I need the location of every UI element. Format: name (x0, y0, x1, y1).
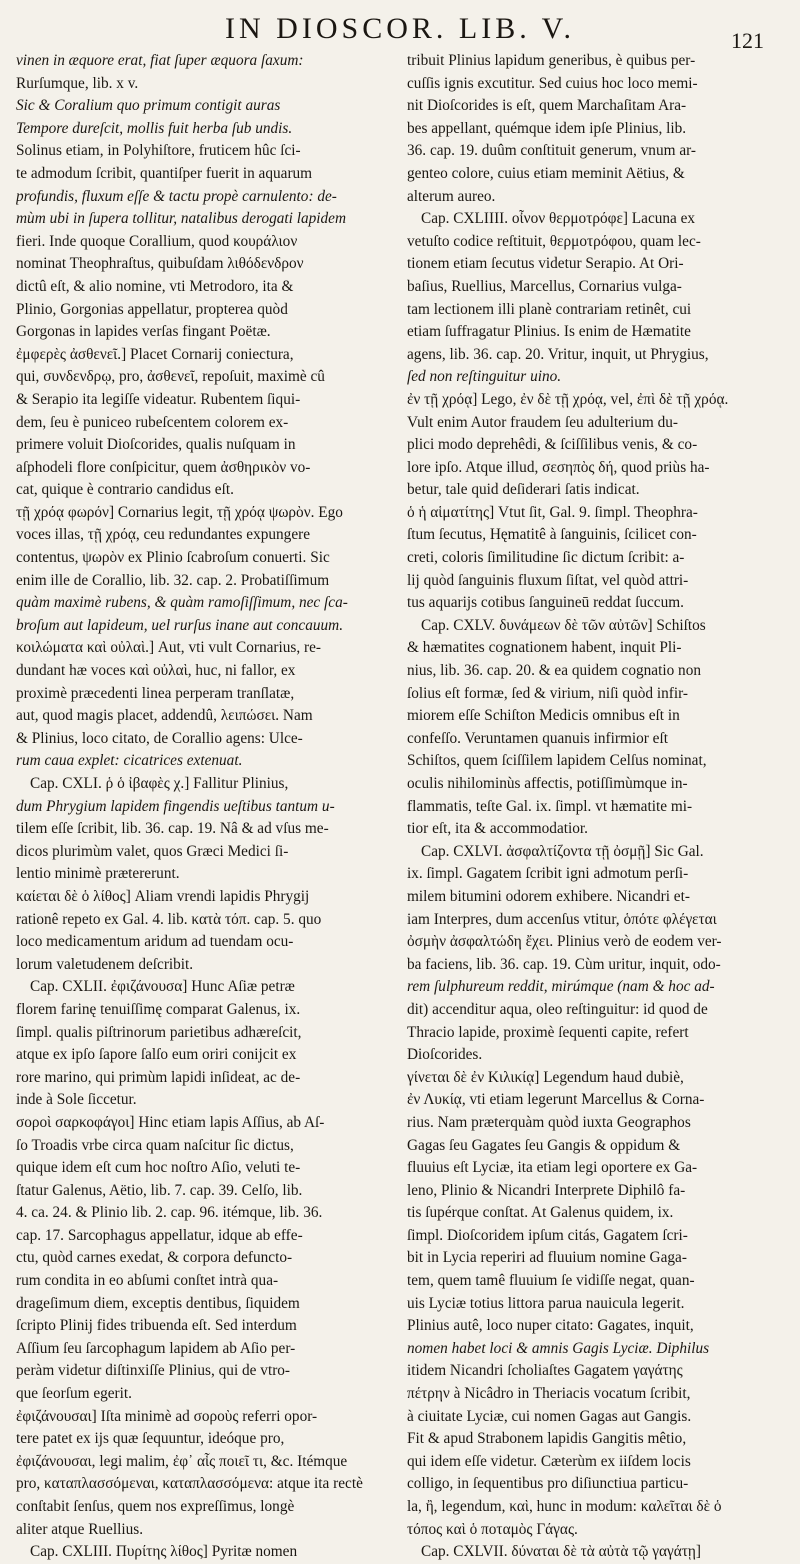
text-line: tionem etiam ſecutus videtur Serapio. At Ori- (407, 255, 684, 273)
text-line: te admodum ſcribit, quantiſper fuerit in aquarum (16, 164, 313, 182)
running-title: IN DIOSCOR. LIB. V. (225, 12, 575, 45)
text-line: 4. ca. 24. & Plinio lib. 2. cap. 96. itémque, lib. 36. (16, 1204, 323, 1222)
text-line: dem, ſeu è puniceo rubeſcentem colorem ex- (16, 413, 289, 431)
text-line: Fit & apud Strabonem lapidis Gangitis mêtio, (407, 1430, 687, 1448)
text-line: quique idem eſt cum hoc noſtro Aſio, veluti te- (16, 1159, 301, 1177)
text-line: nomen habet loci & amnis Gagis Lyciæ. Diphilus (407, 1339, 710, 1357)
text-line: fieri. Inde quoque Corallium, quod κουράλιον (16, 232, 298, 250)
text-line: dictû eſt, & alio nomine, vti Metrodoro, ita & (16, 277, 294, 295)
text-line: qui idem eſſe videtur. Cæterùm ex iiſdem locis (407, 1452, 691, 1470)
text-line: ſcripto Plinij fides tribuenda eſt. Sed interdum (16, 1317, 297, 1335)
text-line: ἐφιζάνουσαι, legi malim, ἐφ᾽ αἷς ποιεῖ τι, &c. Itémque (16, 1452, 348, 1470)
text-line: Schiſtos, quem ſciſſilem lapidem Celſus nominat, (407, 752, 707, 770)
text-line: oculis nihilominùs affectis, potiſſimùmque in- (407, 775, 688, 792)
text-line: creti, coloris ſimilitudine ſic dictum ſcribit: a- (407, 549, 685, 567)
text-line: mùm ubi in ſupera tollitur, natalibus derogati lapidem (16, 210, 347, 228)
text-line: rore marino, qui primùm lapidi inſideat, ac de- (16, 1068, 301, 1086)
text-line: pro, καταπλασσόμεναι, καταπλασσόμενα: atque ita rectè (16, 1475, 363, 1493)
text-line: tere patet ex ijs quæ ſequuntur, ideóque pro, (16, 1430, 285, 1448)
text-line: Plinius autê, loco nuper citato: Gagates, inquit, (407, 1317, 694, 1335)
text-line: proximè præcedenti linea perperam tranſlatæ, (16, 684, 295, 702)
text-line: & hæmatites cognationem habent, inquit Pli- (407, 639, 682, 657)
text-columns (16, 50, 784, 1564)
text-line: broſum aut lapideum, uel rurſus inane aut concauum. (16, 616, 344, 634)
text-line: leno, Plinio & Nicandri Interprete Diphilô fa- (407, 1181, 686, 1199)
text-line: ix. ſimpl. Gagatem ſcribit igni admotum perſi- (407, 865, 689, 883)
text-line: nius, lib. 36. cap. 20. & ea quidem cognatio non (407, 662, 701, 680)
text-line: ctu, quòd carnes exedat, & corpora defuncto- (16, 1249, 293, 1267)
text-line: dum Phrygium lapidem fingendis ueſtibus tantum u- (16, 797, 335, 815)
text-line: ὀσμὴν ἀσφαλτώδη ἔχει. Plinius verò de eodem ver- (407, 933, 722, 951)
chapter-heading-line: Cap. CXLII. ἐφιζάνουσα] Hunc Aſiæ petræ (30, 978, 295, 996)
text-line: lore ipſo. Atque illud, σεσηπὸς δή, quod priùs ha- (407, 458, 710, 476)
text-line: à ciuitate Lyciæ, cui nomen Gagas aut Gangis. (407, 1407, 692, 1425)
text-line: plici modo deprehêdi, & ſciſſilibus venis, & co- (407, 436, 698, 454)
text-line: cat, quique è contrario candidus eſt. (16, 481, 234, 499)
text-line: aut, quod magis placet, addendû, λειπώσει. Nam (16, 707, 313, 725)
text-line: iam Interpres, dum accenſus vtitur, ὁπότε φλέγεται (407, 910, 717, 928)
text-line: Rurſumque, lib. x v. (16, 74, 139, 92)
text-line: nominat Theophraſtus, quibuſdam λιθόδενδρον (16, 255, 304, 273)
text-line: quàm maximè rubens, & quàm ramoſiſſimum, nec ſca- (16, 594, 348, 612)
text-line: ſtatur Galenus, Aëtio, lib. 7. cap. 39. Celſo, lib. (16, 1181, 303, 1199)
text-line: bes appellant, quémque idem ipſe Plinius, lib. (407, 119, 687, 137)
text-line: itidem Nicandri ſcholiaſtes Gagatem γαγάτης (407, 1362, 683, 1380)
text-line: Plinio, Gorgonias appellatur, propterea quòd (16, 300, 288, 318)
text-line: ſtum ſecutus, Hęmatitê à ſanguinis, ſcilicet con- (407, 526, 697, 544)
text-line: ſed non reſtinguitur uino. (407, 368, 562, 386)
text-line: baſius, Ruellius, Marcellus, Cornarius vulga- (407, 277, 682, 295)
text-line: cuſſis ignis excutitur. Sed cuius hoc loco memi- (407, 74, 698, 92)
page-number: 121 (731, 28, 764, 53)
text-line: lij quòd ſanguinis fluxum ſiſtat, vel quòd attri- (407, 571, 689, 589)
text-line: dicos plurimùm valet, quos Græci Medici ſi- (16, 842, 289, 860)
text-line: ἐμφερὲς ἀσθενεῖ.] Placet Cornarij coniectura, (16, 345, 294, 363)
text-line: colligo, in ſequentibus pro diſiunctiua particu- (407, 1475, 689, 1493)
chapter-heading-line: Cap. CXLVI. ἀσφαλτίζοντα τῇ ὀσμῇ] Sic Gal. (421, 842, 704, 860)
text-line: ſo Troadis vrbe circa quam naſcitur ſic dictus, (16, 1136, 294, 1154)
text-line: peràm videtur diſtinxiſſe Plinius, qui de vtro- (16, 1362, 291, 1380)
text-line: tis ſupérque conſtat. At Galenus quidem, ix. (407, 1204, 674, 1222)
text-line: confeſſo. Veruntamen quanuis infirmior eſt (407, 729, 668, 747)
text-line: 36. cap. 19. duûm conſtituit generum, vnum ar- (407, 142, 696, 160)
text-line: rem ſulphureum reddit, mirúmque (nam & hoc ad- (407, 978, 715, 996)
text-line: miorem eſſe Schiſton Medicis omnibus eſt in (407, 707, 680, 725)
text-line: dit) accenditur aqua, oleo reſtinguitur: id quod de (407, 1000, 708, 1018)
text-line: lorum valetudenem deſcribit. (16, 955, 194, 973)
text-line: ἐφιζάνουσαι] Iſta minimè ad σοροὺς referri opor- (16, 1407, 318, 1425)
text-line: lentio minimè prætererunt. (16, 865, 180, 883)
text-line: cap. 17. Sarcophagus appellatur, idque ab effe- (16, 1226, 303, 1244)
text-line: σοροὶ σαρκοφάγοι] Hinc etiam lapis Aſſius, ab Aſ- (16, 1113, 325, 1131)
text-line: bit in Lycia reperiri ad fluuium nomine Gaga- (407, 1249, 687, 1267)
text-line: uis Lyciæ totius littora parua nauicula legerit. (407, 1294, 685, 1312)
text-line: primere voluit Dioſcorides, qualis nuſquam in (16, 436, 296, 454)
text-line: aſphodeli flore conſpicitur, quem ἀσθηρικὸν vo- (16, 458, 311, 476)
text-line: κοιλώματα καὶ οὐλαὶ.] Aut, vti vult Cornarius, re- (16, 639, 322, 657)
text-line: etiam ſuffragatur Plinius. Is enim de Hæmatite (407, 323, 691, 341)
text-line: aliter atque Ruellius. (16, 1520, 144, 1538)
text-line: Sic & Coralium quo primum contigit auras (16, 97, 281, 115)
text-line: florem farinę tenuiſſimę comparat Galenus, ix. (16, 1000, 301, 1018)
text-line: loco medicamentum aridum ad tuendam ocu- (16, 933, 294, 951)
text-line: profundis, fluxum eſſe & tactu propè carnulento: de- (16, 187, 337, 205)
text-line: tem, quem tamê fluuium ſe vidiſſe negat, quan- (407, 1272, 695, 1290)
text-line: Solinus etiam, in Polyhiſtore, fruticem hûc ſci- (16, 142, 301, 160)
text-line: Aſſium ſeu ſarcophagum lapidem ab Aſio per- (16, 1339, 296, 1357)
text-line: flammatis, teſte Gal. ix. ſimpl. vt hæmatite mi- (407, 797, 693, 815)
text-line: fluuius eſt Lyciæ, ita etiam legi oportere ex Ga- (407, 1159, 698, 1177)
text-line: genteo colore, cuius etiam meminit Aëtius, & (407, 164, 685, 182)
text-line: milem bitumini odorem exhibere. Nicandri et- (407, 887, 690, 905)
text-line: Gagas ſeu Gagates ſeu Gangis & oppidum & (407, 1136, 681, 1154)
chapter-heading-line: Cap. CXLIIII. οἶνον θερμοτρόφε] Lacuna ex (421, 210, 696, 228)
text-line: agens, lib. 36. cap. 20. Vritur, inquit, ut Phrygius, (407, 345, 709, 363)
text-line: vinen in æquore erat, fiat ſuper æquora ſaxum: (16, 52, 304, 69)
text-line: betur, tale quid deſiderari ſatis indicat. (407, 481, 640, 499)
text-line: inde à Sole ſiccetur. (16, 1091, 137, 1109)
text-line: tior eſt, ita & accommodatior. (407, 820, 588, 838)
text-line: nit Dioſcorides is eſt, quem Marchaſitam Ara- (407, 97, 687, 115)
text-line: ἐν Λυκίᾳ, vti etiam legerunt Marcellus & Corna- (407, 1091, 705, 1109)
text-line: Thracio lapide, proximè ſequenti capite, refert (407, 1023, 689, 1041)
text-line: tribuit Plinius lapidum generibus, è quibus per- (407, 52, 696, 69)
chapter-heading-line: Cap. CXLI. ῥ ὁ ἰβαφὲς χ.] Fallitur Plinius, (30, 775, 289, 792)
text-line: contentus, ψωρὸν ex Plinio ſcabroſum conuerti. Sic (16, 549, 330, 567)
text-line: que ſeorſum egerit. (16, 1385, 132, 1403)
text-line: conſtabit ſenſus, quem nos expreſſimus, longè (16, 1498, 295, 1515)
text-line: qui, συνδενδρῳ, pro, ἀσθενεῖ, repoſuit, maximè cû (16, 368, 325, 386)
text-line: rum caua explet: cicatrices extenuat. (16, 752, 243, 770)
text-line: dundant hæ voces καὶ οὐλαὶ, huc, ni fallor, ex (16, 662, 296, 680)
text-line: Tempore dureſcit, mollis fuit herba ſub undis. (16, 119, 293, 137)
text-line: ſolius eſt formæ, ſed & virium, niſi quòd infir- (407, 684, 688, 702)
left-column (16, 50, 393, 1564)
chapter-heading-line: Cap. CXLIII. Πυρίτης λίθος] Pyritæ nomen (30, 1543, 298, 1561)
running-header (16, 4, 784, 53)
text-line: tus aquarijs cotibus ſanguineū reddat ſuccum. (407, 594, 684, 612)
text-line: tam lectionem illi planè contrariam retinêt, cui (407, 300, 692, 318)
chapter-heading-line: Cap. CXLV. δυνάμεων δὲ τῶν αὐτῶν] Schiſtos (421, 616, 706, 634)
chapter-heading-line: Cap. CXLVII. δύναται δὲ τὰ αὐτὰ τῷ γαγάτῃ] (421, 1543, 702, 1561)
text-line: πέτρην à Nicâdro in Theriacis vocatum ſcribit, (407, 1385, 691, 1403)
text-line: γίνεται δὲ ἐν Κιλικίᾳ] Legendum haud dubiè, (407, 1068, 684, 1086)
text-line: καίεται δὲ ὁ λίθος] Aliam vrendi lapidis Phrygij (16, 887, 310, 905)
text-line: τῇ χρόᾳ φωρόν] Cornarius legit, τῇ χρόᾳ ψωρὸν. Ego (16, 503, 343, 521)
text-line: rum condita in eo abſumi conſtet intrà qua- (16, 1272, 279, 1290)
text-line: alterum aureo. (407, 187, 496, 205)
text-line: voces illas, τῇ χρόᾳ, ceu redundantes expungere (16, 526, 310, 544)
text-line: ſimpl. Dioſcoridem ipſum citás, Gagatem ſcri- (407, 1226, 688, 1244)
text-line: enim ille de Corallio, lib. 32. cap. 2. Probatiſſimum (16, 571, 330, 589)
text-line: ba faciens, lib. 36. cap. 19. Cùm uritur, inquit, odo- (407, 955, 721, 973)
text-line: tilem eſſe ſcribit, lib. 36. cap. 19. Nâ & ad vſus me- (16, 820, 329, 838)
text-line: Vult enim Autor fraudem ſeu adulterium du- (407, 413, 678, 431)
text-line: & Serapio ita legiſſe videatur. Rubentem ſiqui- (16, 390, 301, 408)
text-line: τόπος καὶ ὁ ποταμὸς Γάγας. (407, 1520, 578, 1538)
text-line: atque ex ipſo ſapore ſalſo eum oriri conijcit ex (16, 1046, 297, 1064)
text-line: & Plinius, loco citato, de Corallio agens: Ulce- (16, 729, 303, 747)
text-line: ſimpl. qualis piſtrinorum parietibus adhæreſcit, (16, 1023, 302, 1041)
text-line: rationê repeto ex Gal. 4. lib. κατὰ τόπ. cap. 5. quo (16, 910, 322, 928)
text-line: ὁ ἡ αἱματίτης] Vtut ſit, Gal. 9. ſimpl. Theophra- (407, 503, 698, 521)
text-line: ἐν τῇ χρόᾳ] Lego, ἐν δὲ τῇ χρόᾳ, vel, ἐπὶ δὲ τῇ χρόᾳ. (407, 390, 729, 408)
text-line: drageſimum diem, exceptis dentibus, ſiquidem (16, 1294, 300, 1312)
text-line: Dioſcorides. (407, 1046, 483, 1064)
text-line: vetuſto codice reſtituit, θερμοτρόφου, quam lec- (407, 232, 701, 250)
right-column (407, 50, 784, 1564)
text-line: la, ἢ, legendum, καὶ, hunc in modum: καλεῖται δὲ ὁ (407, 1498, 722, 1515)
text-line: rius. Nam præterquàm quòd iuxta Geographos (407, 1113, 691, 1131)
text-line: Gorgonas in lapides verſas fingant Poëtæ. (16, 323, 271, 341)
